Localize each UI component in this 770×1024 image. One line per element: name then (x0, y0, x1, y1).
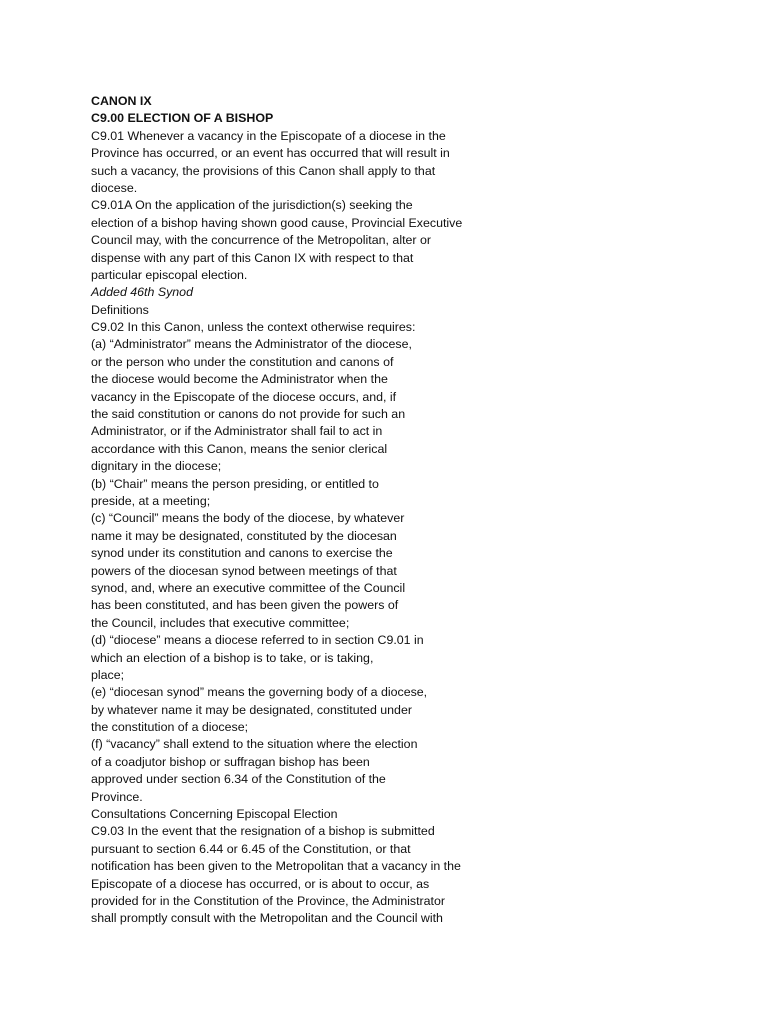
document-line: (a) “Administrator” means the Administrator of the diocese, (91, 337, 412, 352)
document-body (91, 93, 731, 928)
document-line: Administrator, or if the Administrator shall fail to act in (91, 424, 383, 439)
document-line: (c) “Council” means the body of the diocese, by whatever (91, 511, 405, 526)
document-line: C9.01 Whenever a vacancy in the Episcopate of a diocese in the (91, 128, 446, 143)
document-line: accordance with this Canon, means the senior clerical (91, 441, 388, 456)
document-line: notification has been given to the Metropolitan that a vacancy in the (91, 859, 461, 874)
document-line: of a coadjutor bishop or suffragan bishop has been (91, 754, 370, 769)
document-line: particular episcopal election. (91, 267, 248, 282)
document-line: synod under its constitution and canons to exercise the (91, 546, 393, 561)
document-line: which an election of a bishop is to take, or is taking, (91, 650, 374, 665)
document-line: Council may, with the concurrence of the Metropolitan, alter or (91, 233, 431, 248)
document-line: the constitution of a diocese; (91, 720, 249, 735)
document-line: place; (91, 667, 125, 682)
document-line: dispense with any part of this Canon IX with respect to that (91, 250, 414, 265)
document-line: preside, at a meeting; (91, 493, 211, 508)
document-line: provided for in the Constitution of the Province, the Administrator (91, 893, 446, 908)
document-line: diocese. (91, 180, 138, 195)
document-line: or the person who under the constitution and canons of (91, 354, 394, 369)
document-line: (f) “vacancy” shall extend to the situation where the election (91, 737, 418, 752)
document-line: such a vacancy, the provisions of this Canon shall apply to that (91, 163, 436, 178)
document-line: C9.01A On the application of the jurisdiction(s) seeking the (91, 198, 413, 213)
document-line: Added 46th Synod (91, 285, 193, 300)
document-line: Province has occurred, or an event has occurred that will result in (91, 146, 450, 161)
document-line: (e) “diocesan synod” means the governing body of a diocese, (91, 685, 428, 700)
document-line: has been constituted, and has been given the powers of (91, 598, 399, 613)
document-line: CANON IX (91, 94, 152, 108)
document-line: vacancy in the Episcopate of the diocese occurs, and, if (91, 389, 397, 404)
document-line: the diocese would become the Administrator when the (91, 372, 388, 387)
document-line: C9.02 In this Canon, unless the context otherwise requires: (91, 320, 416, 335)
document-line: (d) “diocese” means a diocese referred to in section C9.01 in (91, 633, 424, 648)
document-line: Episcopate of a diocese has occurred, or is about to occur, as (91, 876, 430, 891)
document-line: Consultations Concerning Episcopal Election (91, 807, 338, 822)
document-line: shall promptly consult with the Metropolitan and the Council with (91, 911, 443, 926)
document-line: synod, and, where an executive committee of the Council (91, 580, 406, 595)
document-line: C9.03 In the event that the resignation of a bishop is submitted (91, 824, 435, 839)
document-line: C9.00 ELECTION OF A BISHOP (91, 111, 274, 126)
document-line: dignitary in the diocese; (91, 459, 222, 474)
document-line: pursuant to section 6.44 or 6.45 of the Constitution, or that (91, 841, 411, 856)
document-line: Definitions (91, 302, 149, 317)
document-line: powers of the diocesan synod between meetings of that (91, 563, 397, 578)
document-line: the said constitution or canons do not provide for such an (91, 407, 406, 422)
document-line: approved under section 6.34 of the Constitution of the (91, 772, 386, 787)
document-line: (b) “Chair” means the person presiding, or entitled to (91, 476, 379, 491)
document-line: Province. (91, 789, 143, 804)
document-line: name it may be designated, constituted by the diocesan (91, 528, 397, 543)
document-line: by whatever name it may be designated, constituted under (91, 702, 412, 717)
document-line: election of a bishop having shown good cause, Provincial Executive (91, 215, 463, 230)
document-line: the Council, includes that executive committee; (91, 615, 350, 630)
